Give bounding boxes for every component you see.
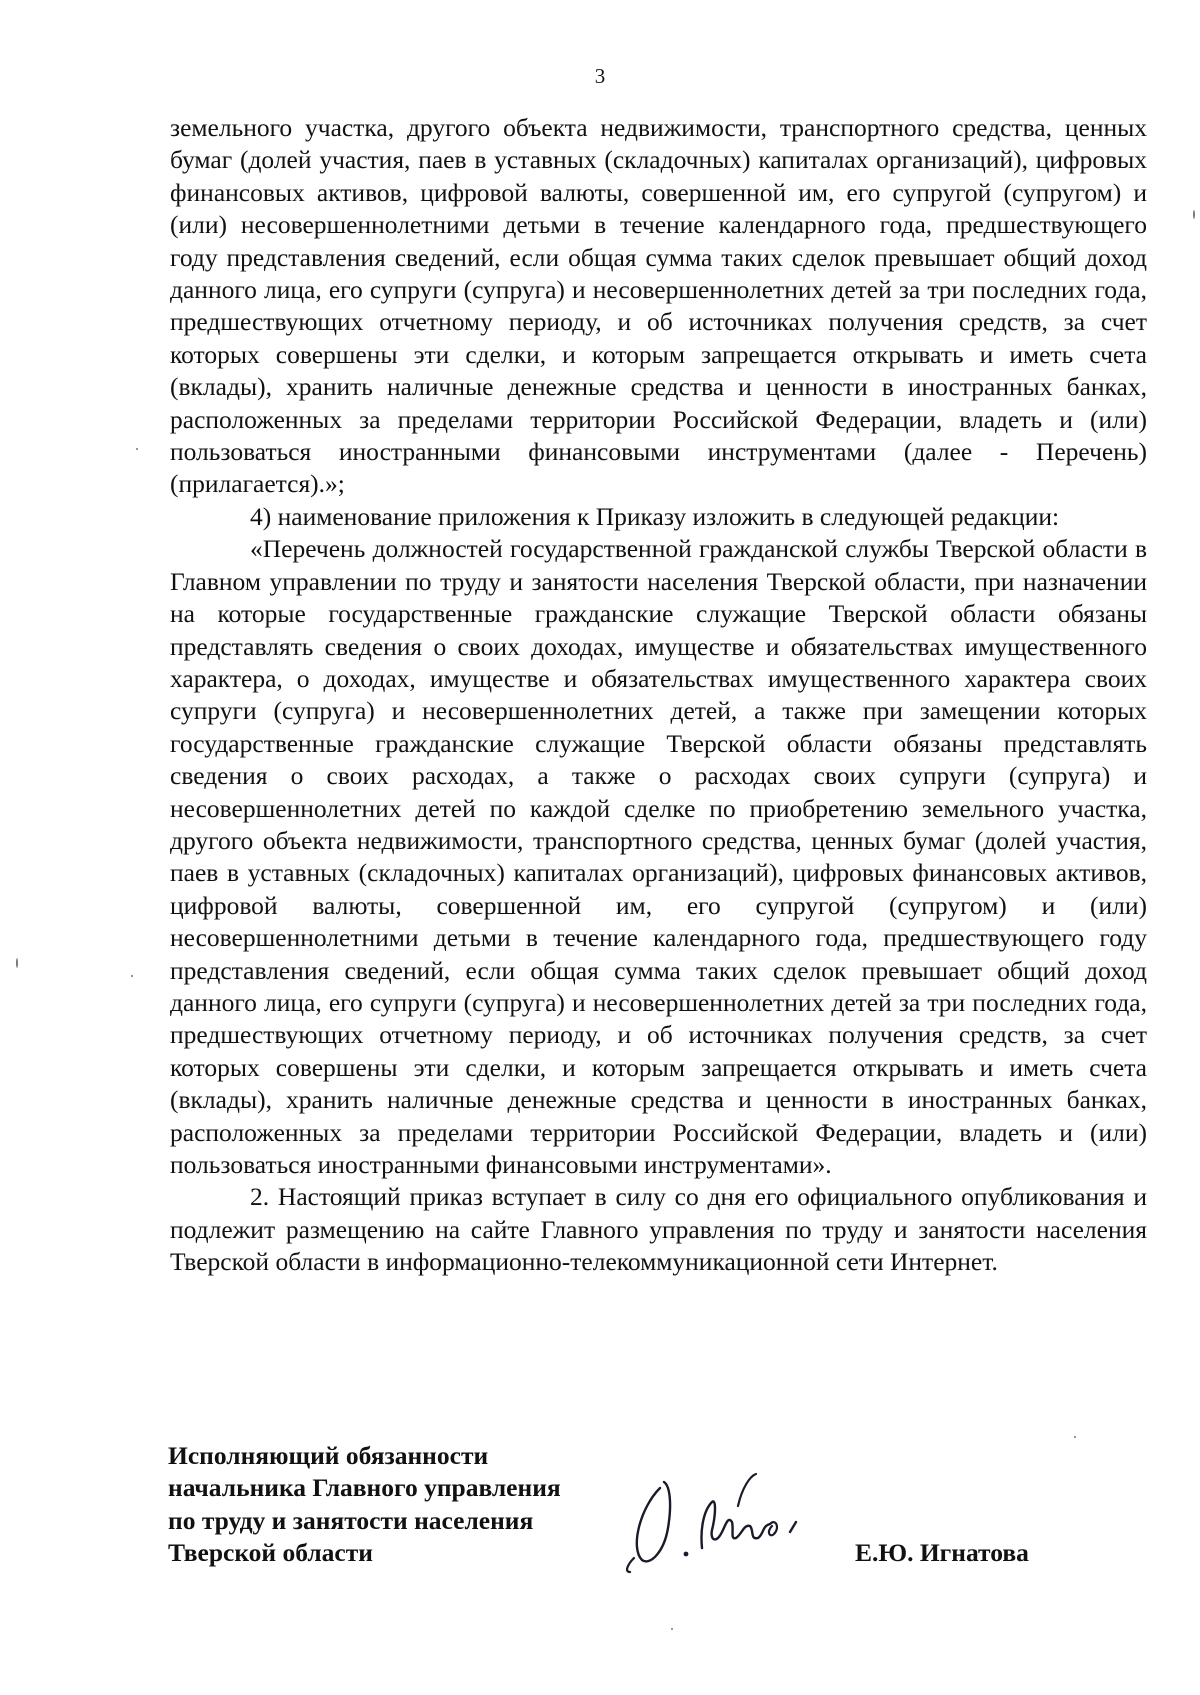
scan-speck bbox=[671, 1628, 673, 1630]
position-line: по труду и занятости населения bbox=[168, 1505, 534, 1535]
signature-position bbox=[168, 1440, 638, 1570]
handwritten-signature bbox=[620, 1468, 830, 1578]
paragraph-item-4: 4) наименование приложения к Приказу изложить в следующей редакции: bbox=[250, 501, 1060, 531]
scan-speck bbox=[1193, 210, 1195, 219]
paragraph-continuation: земельного участка, другого объекта недвижимости, транспортного средства, ценных бумаг (долей участия, паев в уставных (складочных) капиталах организаций), цифровых финансовых активов, цифровой валюты, совершенной им, его супругой (супругом) и (или) несовершеннолетними детьми в течение календарного года, предшествующего году представления сведений, если общая сумма таких сделок превышает общий доход данного лица, его супруги (супруга) и несовершеннолетних детей за три последних года, предшествующих отчетному периоду, и об источниках получения средств, за счет которых совершены эти сделки, и которым запрещается открывать и иметь счета (вклады), хранить наличные денежные средства и ценности в иностранных банках, расположенных за пределами территории Российской Федерации, владеть и (или) пользоваться иностранными финансовыми инструментами (далее - Перечень) (прилагается).»; bbox=[170, 113, 1147, 499]
signer-name: Е.Ю. Игнатова bbox=[855, 1538, 1029, 1567]
scan-speck bbox=[16, 958, 18, 968]
position-line: начальника Главного управления bbox=[168, 1473, 561, 1503]
scan-speck bbox=[136, 448, 138, 450]
paragraph-list-title: «Перечень должностей государственной гражданской службы Тверской области в Главном управлении по труду и занятости населения Тверской области, при назначении на которые государственные гражданские служащие Тверской области обязаны представлять сведения о своих доходах, имуществе и обязательствах имущественного характера, о доходах, имуществе и обязательствах имущественного характера своих супруги (супруга) и несовершеннолетних детей, а также при замещении которых государственные гражданские служащие Тверской области обязаны представлять сведения о своих расходах, а также о расходах своих супруги (супруга) и несовершеннолетних детей по каждой сделке по приобретению земельного участка, другого объекта недвижимости, транспортного средства, ценных бумаг (долей участия, паев в уставных (складочных) капиталах организаций), цифровых финансовых активов, цифровой валюты, совершенной им, его супругой (супругом) и (или) несовершеннолетними детьми в течение календарного года, предшествующего году представления сведений, если общая сумма таких сделок превышает общий доход данного лица, его супруги (супруга) и несовершеннолетних детей за три последних года, предшествующих отчетному периоду, и об источниках получения средств, за счет которых совершены эти сделки, и которым запрещается открывать и иметь счета (вклады), хранить наличные денежные средства и ценности в иностранных банках, расположенных за пределами территории Российской Федерации, владеть и (или) пользоваться иностранными финансовыми инструментами». bbox=[170, 534, 1147, 1179]
paragraph-item-2: 2. Настоящий приказ вступает в силу со дня его официального опубликования и подлежит размещению на сайте Главного управления по труду и занятости населения Тверской области в информационно-телекоммуникационной сети Интернет. bbox=[170, 1182, 1147, 1277]
scan-speck bbox=[131, 975, 133, 977]
position-line: Исполняющий обязанности bbox=[168, 1441, 489, 1470]
page-number: 3 bbox=[594, 64, 606, 88]
position-line: Тверской области bbox=[168, 1538, 373, 1568]
document-body bbox=[170, 112, 1147, 1279]
scan-speck bbox=[1074, 1436, 1076, 1438]
